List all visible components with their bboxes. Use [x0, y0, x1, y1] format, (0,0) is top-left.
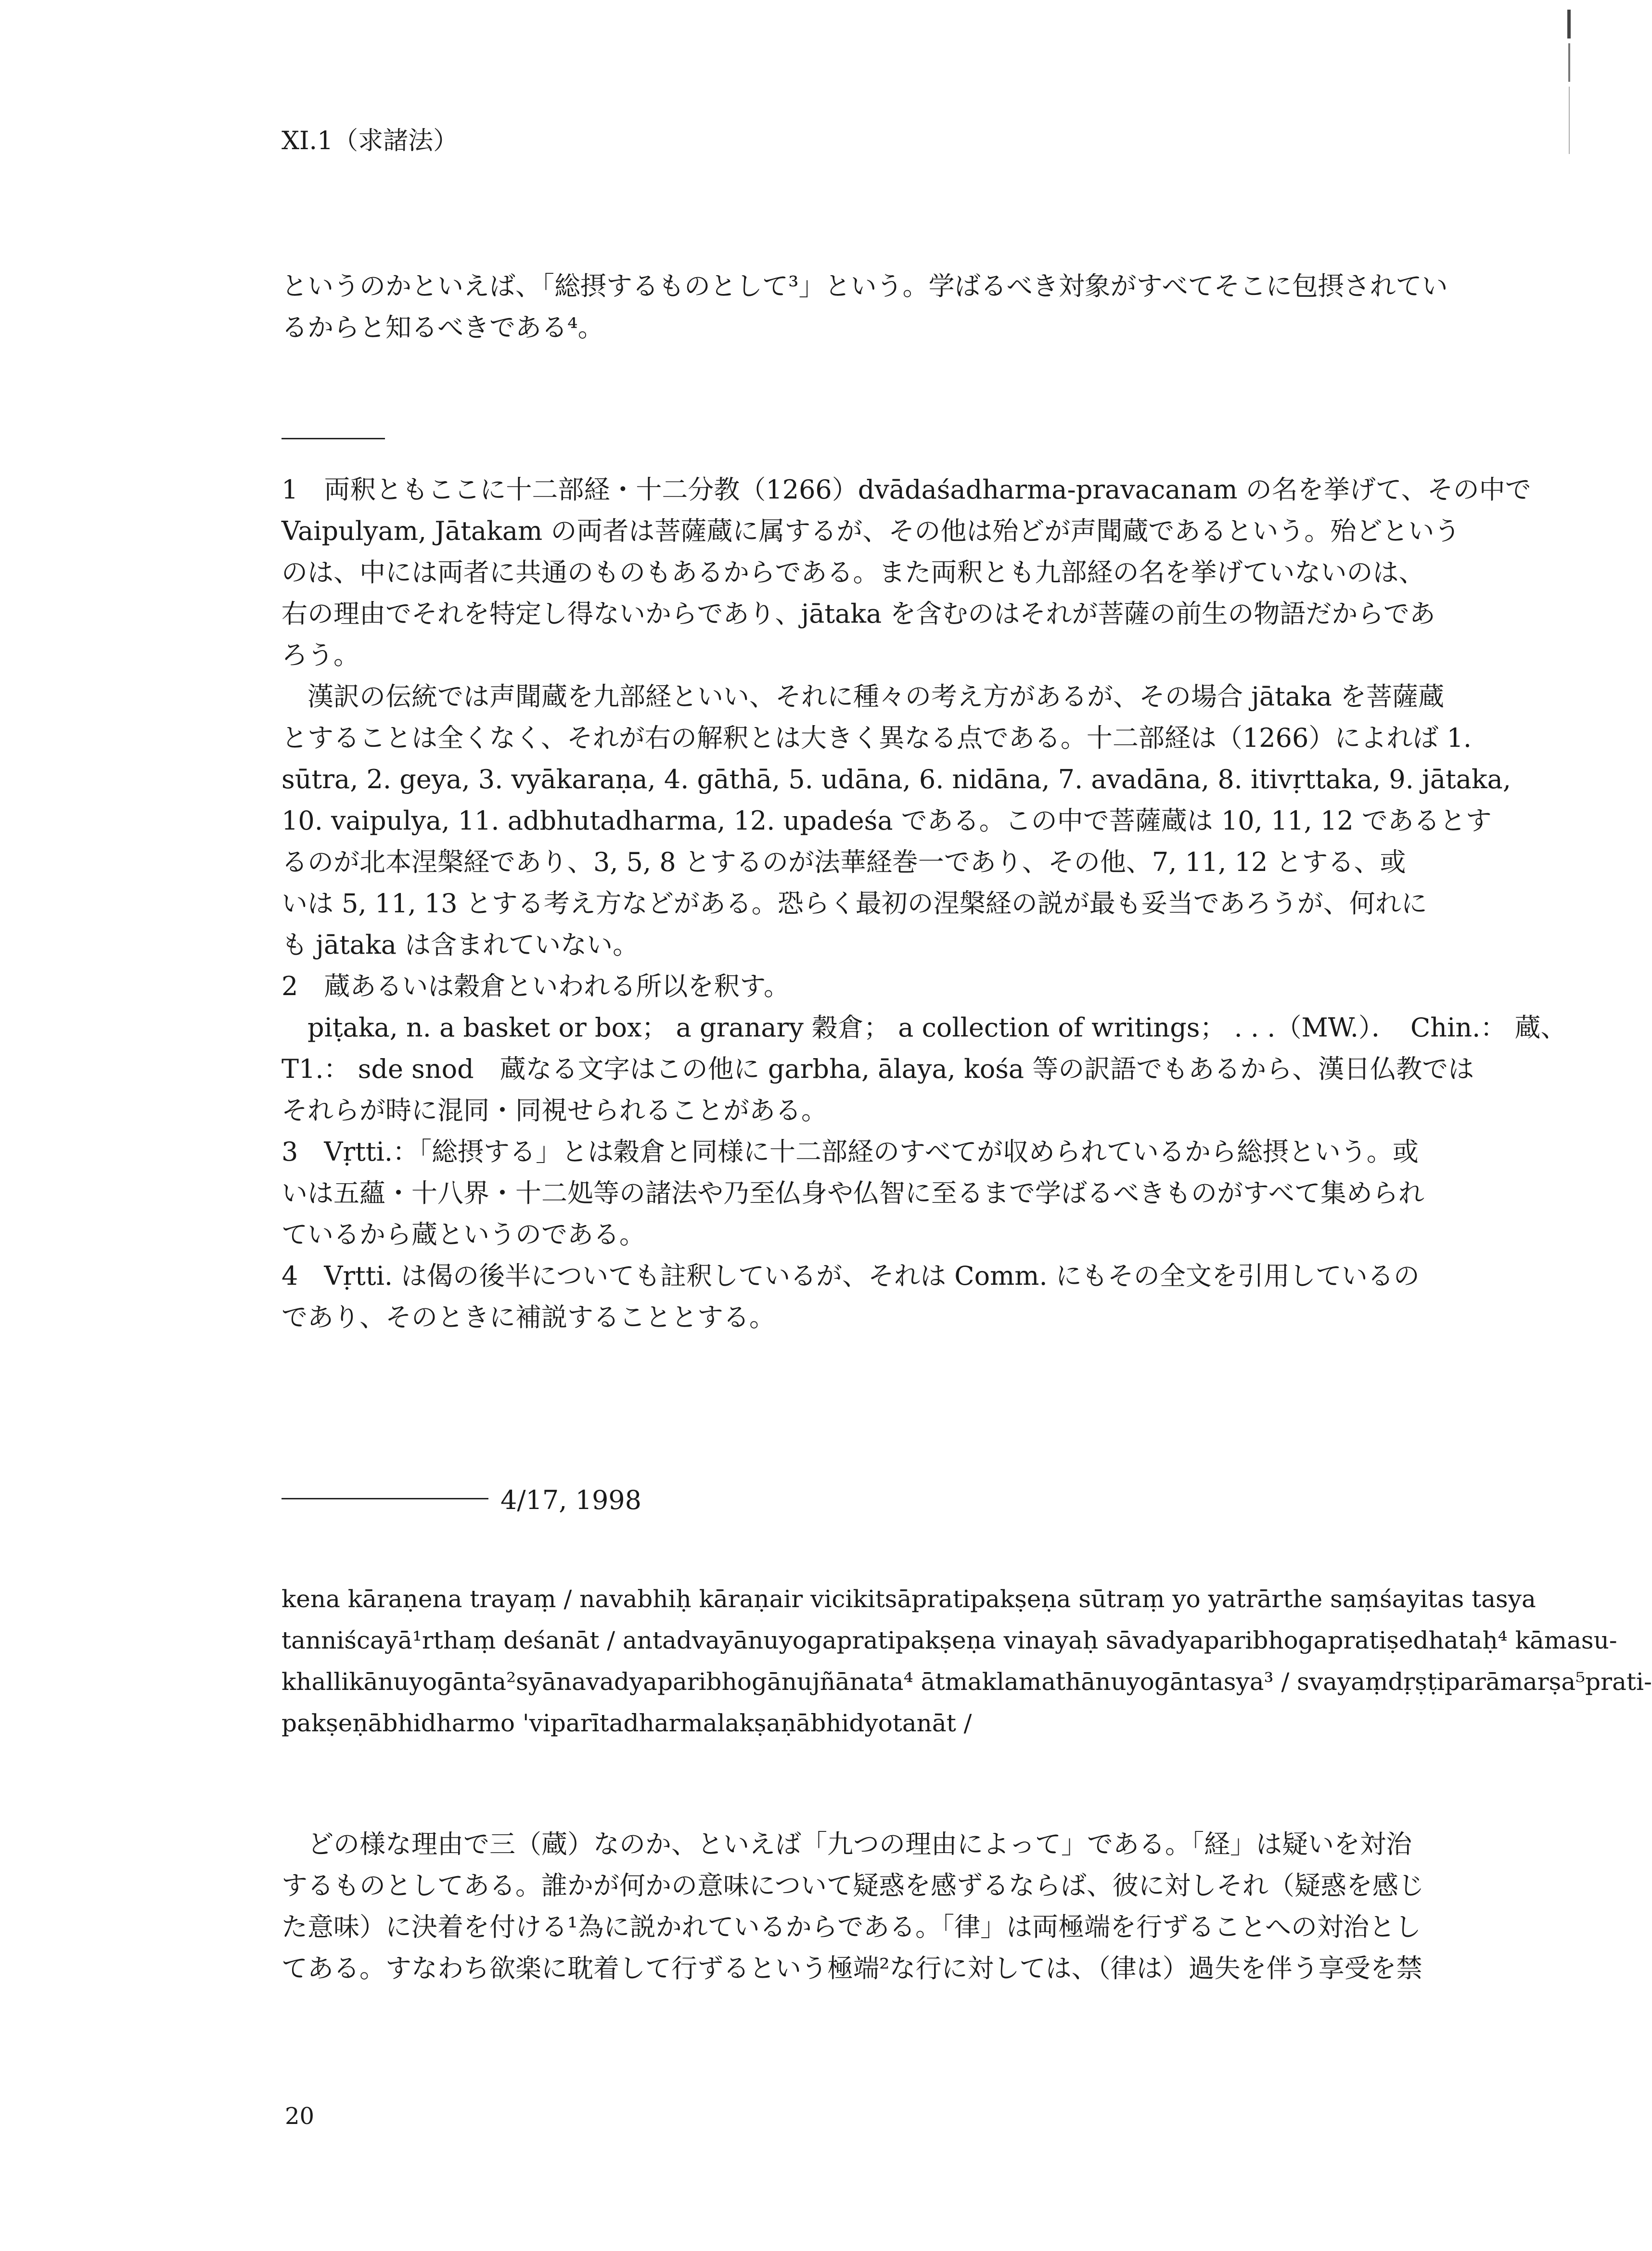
footnote-line: ているから蔵というのである。 [282, 1219, 645, 1250]
sanskrit-line: pakṣeṇābhidharmo 'viparītadharmalakṣaṇābhidyotanāt / [282, 1709, 972, 1737]
text-line: るからと知るべきである⁴。 [282, 312, 604, 343]
text-line: するものとしてある。誰かが何かの意味について疑惑を感ずるならば、彼に対しそれ（疑惑を感じ [282, 1870, 1424, 1901]
page-number: 20 [285, 2103, 315, 2130]
footnotes [282, 469, 1567, 1338]
date-line [500, 1480, 789, 1521]
text-line: てある。すなわち欲楽に耽着して行ずるという極端²な行に対しては、（律は）過失を伴う享受を禁 [282, 1953, 1422, 1983]
intro-paragraph [282, 266, 1448, 348]
footnote-line: 右の理由でそれを特定し得ないからであり、jātaka を含むのはそれが菩薩の前生の物語だからであ [282, 599, 1435, 629]
footnote-line: るのが北本涅槃経であり、3, 5, 8 とするのが法華経巻一であり、その他、7, 11, 12 とする、或 [282, 847, 1406, 877]
footnote-line: 10. vaipulya, 11. adbhutadharma, 12. upadeśa である。この中で菩薩蔵は 10, 11, 12 であるとす [282, 806, 1492, 836]
footnote-line: いは 5, 11, 13 とする考え方などがある。恐らく最初の涅槃経の説が最も妥当であろうが、何れに [282, 888, 1427, 919]
text-line: どの様な理由で三（蔵）なのか、といえば「九つの理由によって」である。「経」は疑いを対治 [282, 1829, 1412, 1859]
text-line: た意味）に決着を付ける¹為に説かれているからである。「律」は両極端を行ずることへの対治とし [282, 1912, 1421, 1942]
sanskrit-line: khallikānuyogānta²syānavadyaparibhogānujñānata⁴ ātmaklamathānuyogāntasya³ / svayaṃdṛṣṭiparāmarṣa⁵prati- [282, 1668, 1652, 1696]
footnote-line: いは五蘊・十八界・十二処等の諸法や乃至仏身や仏智に至るまで学ばるべきものがすべて集められ [282, 1178, 1424, 1208]
footnote-line: 2 蔵あるいは穀倉といわれる所以を釈す。 [282, 971, 790, 1001]
footnote-line: であり、そのときに補説することとする。 [282, 1302, 775, 1332]
footnote-line: piṭaka, n. a basket or box； a granary 穀倉； a collection of writings； . . .（MW.）． Chin.： 蔵、 [282, 1012, 1567, 1043]
footnote-line: のは、中には両者に共通のものもあるからである。また両釈とも九部経の名を挙げていないのは、 [282, 557, 1425, 588]
footnote-line: も jātaka は含まれていない。 [282, 930, 639, 960]
footnote-line: 3 Vṛtti.：「総摂する」とは穀倉と同様に十二部経のすべてが収められているから総摂という。或 [282, 1137, 1419, 1167]
footnote-line: 1 両釈ともここに十二部経・十二分教（1266）dvādaśadharma-pravacanam の名を挙げて、その中で [282, 474, 1531, 505]
footnote-separator [282, 438, 385, 439]
date-rule [282, 1498, 488, 1499]
footnote-line: Vaipulyam, Jātakam の両者は菩薩蔵に属するが、その他は殆どが声聞蔵であるという。殆どという [282, 516, 1460, 546]
footnote-line: 漢訳の伝統では声聞蔵を九部経といい、それに種々の考え方があるが、その場合 jātaka を菩薩蔵 [282, 681, 1445, 712]
footnote-line: 4 Vṛtti. は偈の後半についても註釈しているが、それは Comm. にもその全文を引用しているの [282, 1261, 1420, 1291]
translation-paragraph [282, 1824, 1434, 1989]
sanskrit-line: tanniścayā¹rthaṃ deśanāt / antadvayānuyogapratipakṣeṇa vinayaḥ sāvadyaparibhogapratiṣedhataḥ⁴ kāmasu- [282, 1626, 1617, 1654]
date: 4/17, 1998 [500, 1485, 642, 1515]
scan-edge-mark [1566, 10, 1573, 159]
footnote-line: ろう。 [282, 640, 359, 670]
sanskrit-line: kena kāraṇena trayaṃ / navabhiḥ kāraṇair vicikitsāpratipakṣeṇa sūtraṃ yo yatrārthe saṃśayitas tasya [282, 1585, 1536, 1613]
footnote-line: それらが時に混同・同視せられることがある。 [282, 1095, 827, 1126]
footnote-line: とすることは全くなく、それが右の解釈とは大きく異なる点である。十二部経は（1266）によれば 1. [282, 723, 1472, 753]
footnote-line: sūtra, 2. geya, 3. vyākaraṇa, 4. gāthā, 5. udāna, 6. nidāna, 7. avadāna, 8. itivṛttaka, 9. jātaka, [282, 764, 1511, 794]
sanskrit-passage [282, 1578, 1652, 1744]
footnote-line: T1.： sde snod 蔵なる文字はこの他に garbha, ālaya, kośa 等の訳語でもあるから、漢日仏教では [282, 1054, 1474, 1084]
text-line: というのかといえば、「総摂するものとして³」という。学ばるべき対象がすべてそこに包摂されてい [282, 271, 1448, 301]
running-header: XI.1（求諸法） [282, 127, 459, 155]
